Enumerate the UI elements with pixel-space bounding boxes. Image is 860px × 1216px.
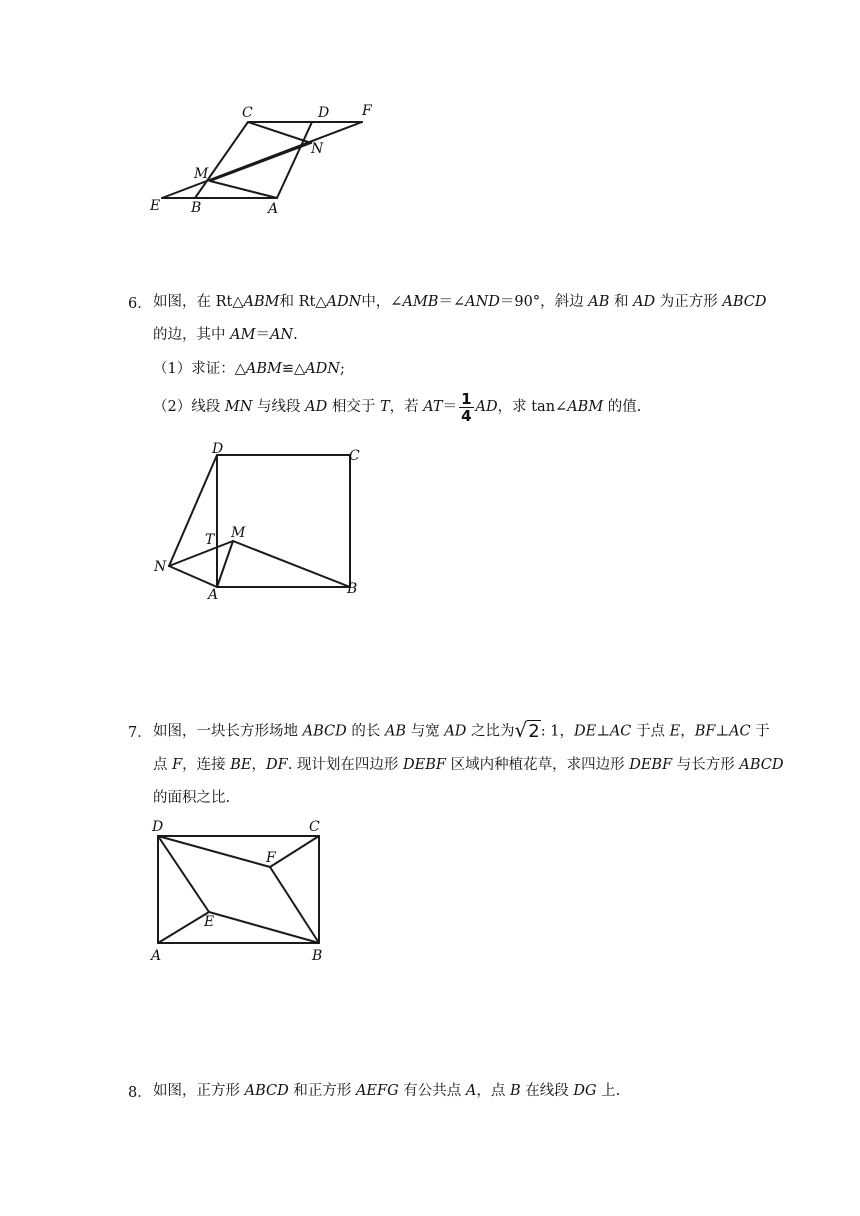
segment-am [217,541,233,587]
label-a: A [208,587,219,603]
problem-7-line-3: 的面积之比. [153,790,231,806]
label-n: N [154,559,167,575]
segment-ae [158,912,209,943]
segment-fc [270,836,319,867]
figure-parallelogram [140,95,400,225]
segment-mn [210,143,311,181]
segment-mb [233,541,350,587]
problem-6-line-2: 的边，其中 AM＝AN. [153,327,298,343]
segment-ef [162,122,362,198]
label-m: M [194,166,209,182]
problem-6-number: 6． [128,296,152,312]
label-c: C [349,448,360,464]
problem-7-number: 7． [128,725,152,741]
label-c: C [309,819,320,835]
problem-7-line-2: 点 F，连接 BE，DF. 现计划在四边形 DEBF 区域内种植花草，求四边形 DEBF 与长方形 ABCD [153,757,784,773]
label-b: B [191,200,202,216]
label-m: M [231,525,246,541]
label-c: C [242,105,253,121]
label-a: A [151,948,162,964]
sqrt-two: √2 [514,718,540,742]
square-abcd [217,455,350,587]
label-n: N [311,141,324,157]
problem-7-line-1: 如图，一块长方形场地 ABCD 的长 AB 与宽 AD 之比为√2: 1，DE⊥AC 于点 E，BF⊥AC 于 [153,712,770,751]
label-a: A [268,201,279,217]
segment-cn [248,122,311,143]
fraction-one-quarter: $\frac{1}{4}$ [461,389,472,425]
problem-6-line-1: 如图，在 Rt△ABM和 Rt△ADN中，∠AMB＝∠AND＝90°，斜边 AB 和 AD 为正方形 ABCD [153,294,767,310]
problem-6-part-2: （2）线段 MN 与线段 AD 相交于 T，若 AT＝ $\frac{1}{4}$ AD，求 tan∠ABM 的值. [153,389,642,425]
label-b: B [312,948,323,964]
label-f: F [362,103,372,119]
label-t: T [205,532,215,548]
label-b: B [347,581,358,597]
figure-rectangle-debf [145,815,335,965]
label-f: F [266,850,276,866]
label-e: E [150,198,161,214]
figure-square-abcd-triangles [150,440,380,605]
label-e: E [204,914,215,930]
label-d: D [318,105,330,121]
parallelogram-outline [195,122,312,198]
segment-na [169,566,217,587]
problem-6-part-1: （1）求证：△ABM≌△ADN; [153,361,345,377]
problem-8-line-1: 如图，正方形 ABCD 和正方形 AEFG 有公共点 A，点 B 在线段 DG 上. [153,1083,621,1099]
label-d: D [212,441,224,457]
problem-8-number: 8． [128,1085,152,1101]
segment-ma [210,181,277,198]
label-d: D [152,819,164,835]
